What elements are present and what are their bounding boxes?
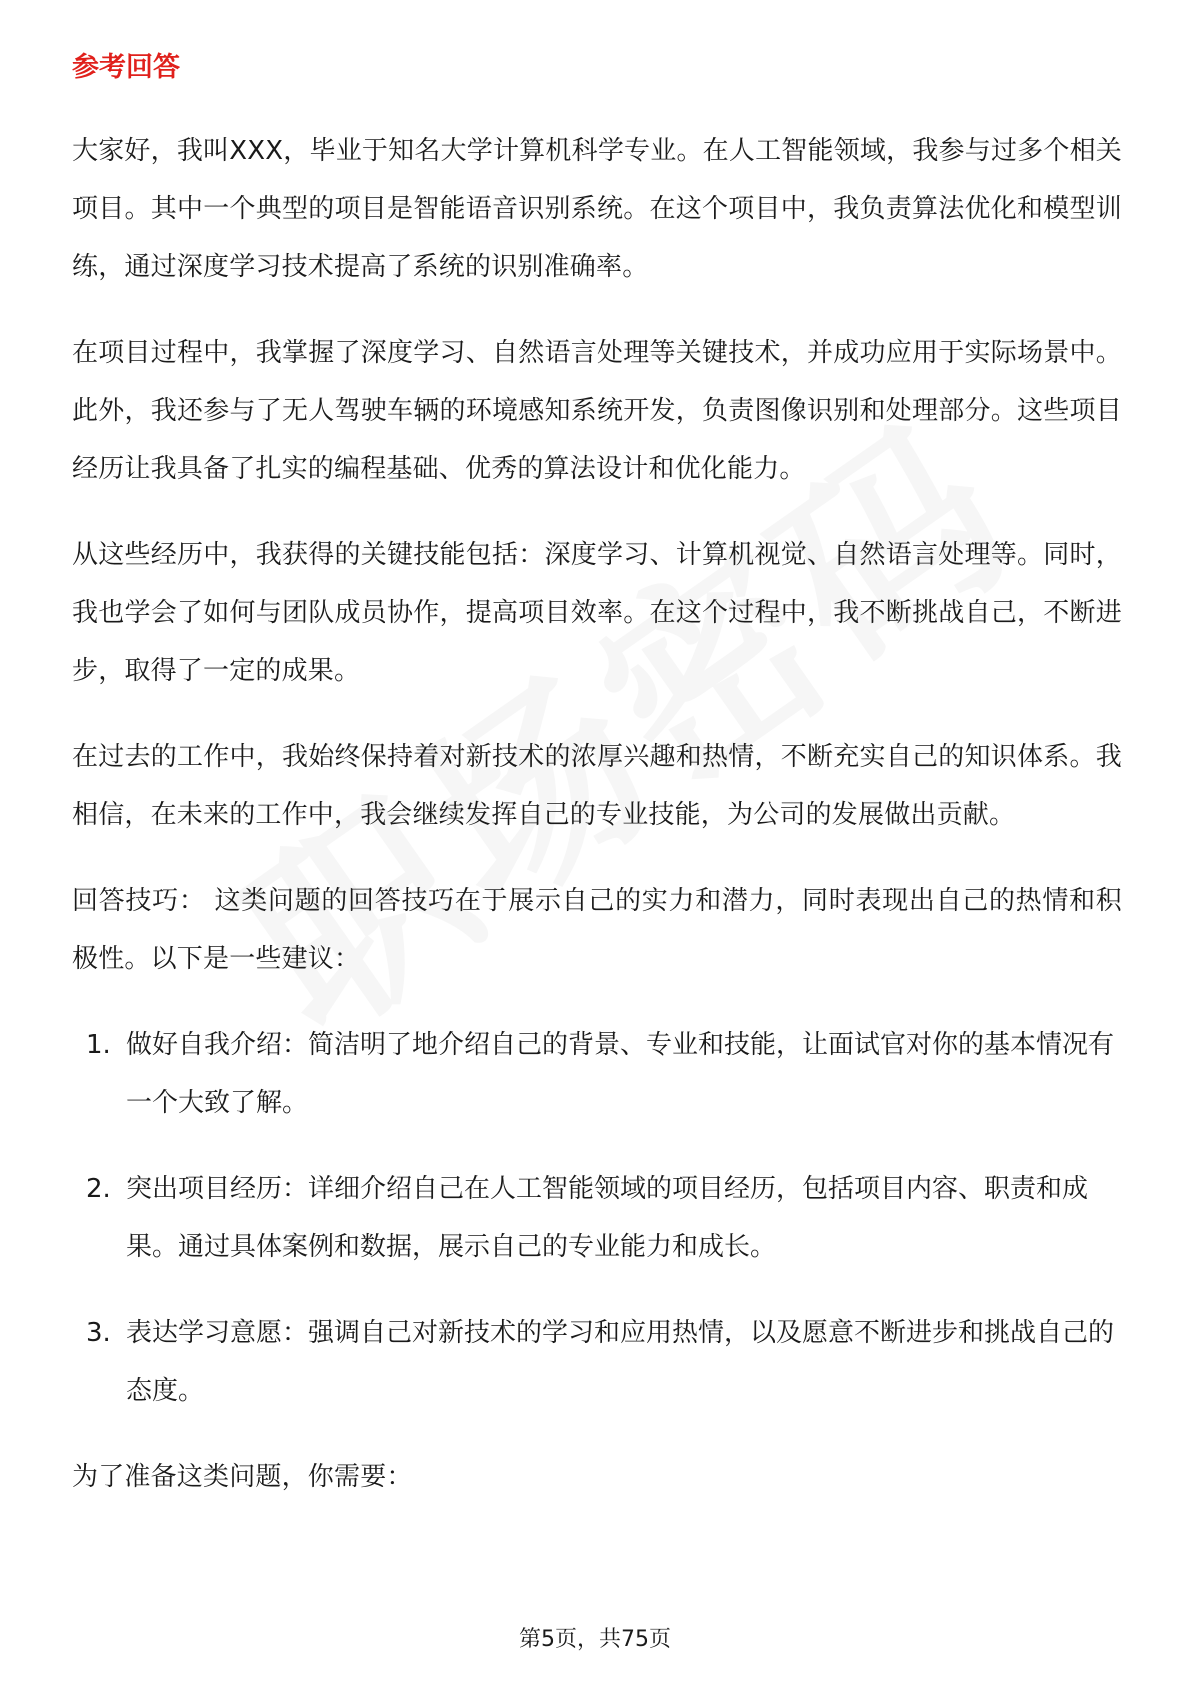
list-item: [72, 1304, 1122, 1420]
tips-list: [72, 1016, 1122, 1420]
list-item: [72, 1160, 1122, 1276]
tips-intro-paragraph: 回答技巧： 这类问题的回答技巧在于展示自己的实力和潜力，同时表现出自己的热情和积极性。以下是一些建议：: [72, 886, 1123, 974]
closing-paragraph: 为了准备这类问题，你需要：: [72, 1462, 413, 1492]
page-number-footer: 第5页，共75页: [519, 1627, 671, 1652]
answer-paragraph-1: 大家好，我叫XXX，毕业于知名大学计算机科学专业。在人工智能领域，我参与过多个相关项目。其中一个典型的项目是智能语音识别系统。在这个项目中，我负责算法优化和模型训练，通过深度学习技术提高了系统的识别准确率。: [72, 136, 1122, 282]
list-item: [72, 1016, 1122, 1132]
answer-paragraph-2: 在项目过程中，我掌握了深度学习、自然语言处理等关键技术，并成功应用于实际场景中。此外，我还参与了无人驾驶车辆的环境感知系统开发，负责图像识别和处理部分。这些项目经历让我具备了扎实的编程基础、优秀的算法设计和优化能力。: [72, 338, 1122, 484]
list-number: 3.: [86, 1318, 111, 1348]
list-item-text: 做好自我介绍：简洁明了地介绍自己的背景、专业和技能，让面试官对你的基本情况有一个大致了解。: [126, 1030, 1115, 1118]
answer-paragraph-4: 在过去的工作中，我始终保持着对新技术的浓厚兴趣和热情，不断充实自己的知识体系。我相信，在未来的工作中，我会继续发挥自己的专业技能，为公司的发展做出贡献。: [72, 742, 1122, 830]
list-number: 2.: [86, 1174, 111, 1204]
answer-paragraph-3: 从这些经历中，我获得的关键技能包括：深度学习、计算机视觉、自然语言处理等。同时，我也学会了如何与团队成员协作，提高项目效率。在这个过程中，我不断挑战自己，不断进步，取得了一定的成果。: [72, 540, 1122, 686]
list-item-text: 突出项目经历：详细介绍自己在人工智能领域的项目经历，包括项目内容、职责和成果。通过具体案例和数据，展示自己的专业能力和成长。: [126, 1174, 1089, 1262]
section-heading: 参考回答: [72, 52, 180, 83]
list-number: 1.: [86, 1030, 111, 1060]
list-item-text: 表达学习意愿：强调自己对新技术的学习和应用热情，以及愿意不断进步和挑战自己的态度。: [126, 1318, 1115, 1406]
document-page: [72, 48, 1122, 1534]
